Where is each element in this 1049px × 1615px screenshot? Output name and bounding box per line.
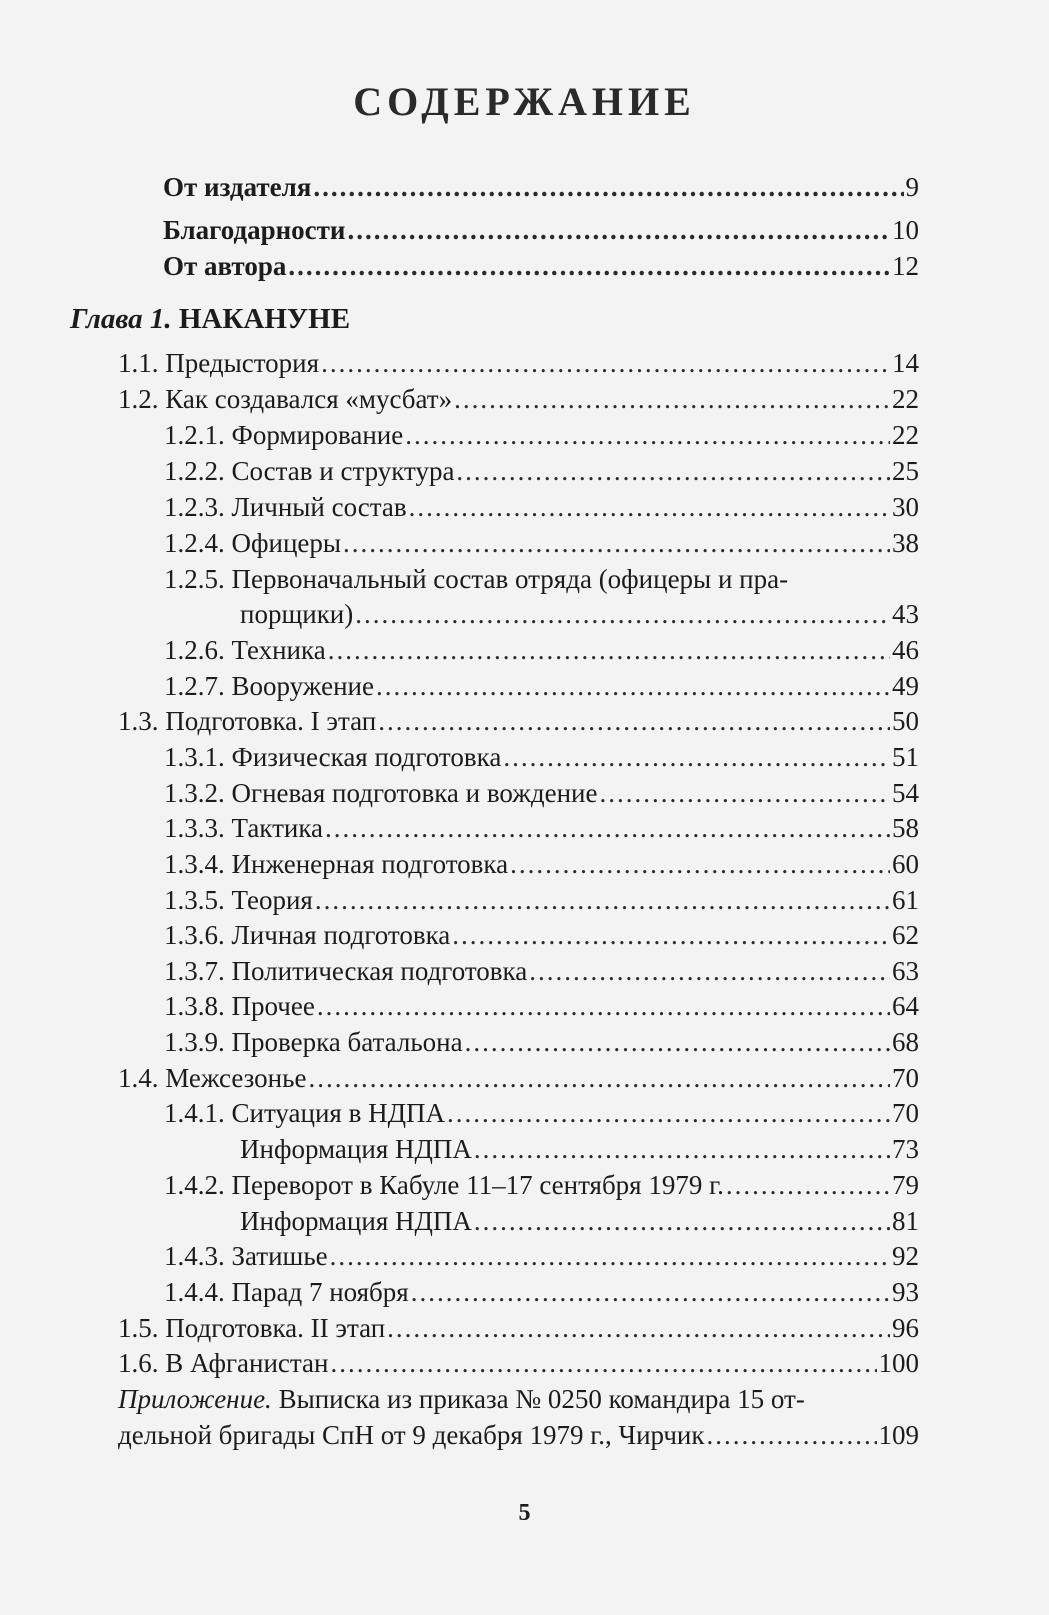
- toc-entry-label: 1.2.1. Формирование: [164, 420, 404, 450]
- leader-dots: [474, 1134, 890, 1165]
- chapter-name: НАКАНУНЕ: [178, 303, 351, 335]
- toc-entry[interactable]: [164, 849, 919, 880]
- toc-entry[interactable]: [164, 671, 919, 702]
- toc-entry-label: 1.3.7. Политическая подготовка: [164, 956, 528, 986]
- toc-entry-page: 70: [892, 1063, 919, 1093]
- toc-entry[interactable]: [164, 492, 919, 523]
- toc-entry[interactable]: [164, 456, 919, 487]
- toc-entry-label: 1.2.7. Вооружение: [164, 671, 374, 701]
- toc-entry-label: От издателя: [163, 172, 312, 202]
- toc-entry-label: 1.2.6. Техника: [164, 635, 326, 665]
- chapter-heading[interactable]: [70, 303, 350, 336]
- toc-entry-page: 70: [892, 1098, 919, 1128]
- toc-entry-page: 30: [892, 492, 919, 522]
- leader-dots: [529, 956, 890, 987]
- toc-entry-page: 62: [892, 920, 919, 950]
- leader-dots: [355, 599, 890, 630]
- toc-entry-page: 60: [892, 849, 919, 879]
- toc-entry[interactable]: [164, 528, 919, 559]
- leader-dots: [600, 778, 891, 809]
- toc-entry[interactable]: [164, 1241, 919, 1272]
- toc-entry-label: 1.3.5. Теория: [164, 885, 313, 915]
- leader-dots: [409, 492, 890, 523]
- toc-entry[interactable]: [118, 1313, 919, 1344]
- toc-entry-page: 46: [892, 635, 919, 665]
- toc-entry-label: 1.2.4. Офицеры: [164, 528, 342, 558]
- leader-dots: [707, 1420, 877, 1451]
- leader-dots: [317, 991, 890, 1022]
- toc-entry-page: 25: [892, 456, 919, 486]
- toc-entry-label: 1.4.3. Затишье: [164, 1241, 328, 1271]
- leader-dots: [330, 1348, 876, 1379]
- toc-entry-page: 12: [892, 251, 919, 281]
- toc-entry-page: 49: [892, 671, 919, 701]
- toc-entry-page: 73: [892, 1134, 919, 1164]
- leader-dots: [343, 528, 890, 559]
- toc-entry[interactable]: [118, 348, 919, 379]
- leader-dots: [348, 215, 891, 246]
- page-number: 5: [518, 1500, 531, 1526]
- toc-entry-page: 79: [892, 1170, 919, 1200]
- leader-dots: [321, 348, 890, 379]
- toc-entry-publisher[interactable]: [163, 172, 919, 203]
- toc-entry-page: 100: [878, 1348, 919, 1378]
- toc-entry[interactable]: [164, 1170, 919, 1201]
- toc-entry-label: порщики): [240, 599, 354, 629]
- toc-entry-label: 1.4.1. Ситуация в НДПА: [164, 1098, 446, 1128]
- leader-dots: [308, 1063, 890, 1094]
- leader-dots: [288, 251, 890, 282]
- toc-entry[interactable]: [164, 920, 919, 951]
- chapter-prefix: Глава 1.: [70, 303, 172, 335]
- toc-entry-page: 58: [892, 813, 919, 843]
- leader-dots: [454, 384, 890, 415]
- toc-entry-label: 1.4.2. Переворот в Кабуле 11–17 сентября 1979 г.: [164, 1170, 724, 1200]
- leader-dots: [315, 885, 890, 916]
- toc-entry-page: 22: [892, 384, 919, 414]
- leader-dots: [328, 635, 890, 666]
- toc-entry[interactable]: [164, 1027, 919, 1058]
- toc-entry-label: дельной бригады СпН от 9 декабря 1979 г., Чирчик: [118, 1420, 705, 1450]
- toc-entry-label: 1.4. Межсезонье: [118, 1063, 307, 1093]
- toc-entry-page: 9: [905, 172, 919, 202]
- toc-entry-page: 81: [892, 1206, 919, 1236]
- appendix-text: Выписка из приказа № 0250 командира 15 от-: [278, 1384, 805, 1414]
- toc-entry-label: 1.1. Предыстория: [118, 348, 320, 378]
- toc-entry-page: 64: [892, 991, 919, 1021]
- leader-dots: [405, 420, 890, 451]
- toc-entry-page: 109: [878, 1420, 919, 1450]
- toc-entry-page: 93: [892, 1277, 919, 1307]
- leader-dots: [378, 706, 890, 737]
- toc-entry-page: 38: [892, 528, 919, 558]
- toc-entry-label: 1.5. Подготовка. II этап: [118, 1313, 386, 1343]
- leader-dots: [456, 456, 890, 487]
- appendix-prefix: Приложение.: [118, 1384, 272, 1414]
- toc-entry-label: Информация НДПА: [240, 1206, 472, 1236]
- toc-entry-label: 1.3.8. Прочее: [164, 991, 315, 1021]
- leader-dots: [313, 172, 903, 203]
- toc-entry-label: Информация НДПА: [240, 1134, 472, 1164]
- toc-entry-label: 1.6. В Афганистан: [118, 1348, 329, 1378]
- toc-entry-appendix[interactable]: [118, 1420, 919, 1451]
- toc-entry-page: 10: [892, 215, 919, 245]
- toc-entry-label: 1.2. Как создавался «мусбат»: [118, 384, 453, 414]
- leader-dots: [387, 1313, 890, 1344]
- leader-dots: [465, 1027, 890, 1058]
- toc-entry-label: Благодарности: [163, 215, 346, 245]
- toc-entry-label: 1.2.3. Личный состав: [164, 492, 407, 522]
- toc-entry-acknowledgements[interactable]: [163, 215, 919, 246]
- toc-entry-page: 54: [892, 778, 919, 808]
- leader-dots: [376, 671, 890, 702]
- toc-entry[interactable]: [240, 1206, 919, 1237]
- toc-entry[interactable]: [164, 885, 919, 916]
- toc-entry[interactable]: [164, 778, 919, 809]
- appendix-line-1[interactable]: [118, 1384, 805, 1415]
- toc-entry-page: 50: [892, 706, 919, 736]
- toc-entry-label: 1.3.9. Проверка батальона: [164, 1027, 463, 1057]
- toc-entry-label: 1.3.3. Тактика: [164, 813, 324, 843]
- leader-dots: [474, 1206, 890, 1237]
- toc-entry[interactable]: [118, 1348, 919, 1379]
- toc-entry[interactable]: [240, 1134, 919, 1165]
- toc-entry[interactable]: [240, 599, 919, 630]
- toc-entry-page: 92: [892, 1241, 919, 1271]
- toc-entry-page: 68: [892, 1027, 919, 1057]
- toc-entry-page: 14: [892, 348, 919, 378]
- toc-entry-label: 1.2.2. Состав и структура: [164, 456, 455, 486]
- toc-entry[interactable]: [118, 1063, 919, 1094]
- toc-entry-label: 1.3.1. Физическая подготовка: [164, 742, 502, 772]
- toc-entry[interactable]: [118, 706, 919, 737]
- toc-entry-label: 1.3. Подготовка. I этап: [118, 706, 377, 736]
- leader-dots: [330, 1241, 890, 1272]
- toc-entry-label: 1.3.2. Огневая подготовка и вождение: [164, 778, 598, 808]
- toc-entry-label: 1.3.6. Личная подготовка: [164, 920, 451, 950]
- toc-entry[interactable]: [164, 635, 919, 666]
- toc-entry-page: 43: [892, 599, 919, 629]
- leader-dots: [452, 920, 890, 951]
- toc-entry[interactable]: [164, 742, 919, 773]
- leader-dots: [325, 813, 890, 844]
- leader-dots: [411, 1277, 890, 1308]
- toc-entry-wrapped[interactable]: 1.2.5. Первоначальный состав отряда (офицеры и пра-: [164, 564, 789, 594]
- toc-entry[interactable]: [164, 991, 919, 1022]
- toc-entry[interactable]: [164, 1098, 919, 1129]
- toc-entry-page: 96: [892, 1313, 919, 1343]
- toc-entry-label: От автора: [163, 251, 287, 281]
- toc-entry-page: 61: [892, 885, 919, 915]
- toc-entry[interactable]: [164, 956, 919, 987]
- page-title: СОДЕРЖАНИЕ: [353, 79, 696, 124]
- toc-entry[interactable]: [164, 420, 919, 451]
- toc-entry-label: 1.3.4. Инженерная подготовка: [164, 849, 509, 879]
- toc-entry[interactable]: [164, 1277, 919, 1308]
- toc-entry-author[interactable]: [163, 251, 919, 282]
- toc-entry-page: 63: [892, 956, 919, 986]
- leader-dots: [503, 742, 890, 773]
- toc-entry-label: 1.4.4. Парад 7 ноября: [164, 1277, 409, 1307]
- leader-dots: [726, 1170, 890, 1201]
- leader-dots: [510, 849, 890, 880]
- toc-entry-page: 22: [892, 420, 919, 450]
- toc-entry[interactable]: [118, 384, 919, 415]
- toc-entry[interactable]: [164, 813, 919, 844]
- leader-dots: [447, 1098, 890, 1129]
- toc-entry-page: 51: [892, 742, 919, 772]
